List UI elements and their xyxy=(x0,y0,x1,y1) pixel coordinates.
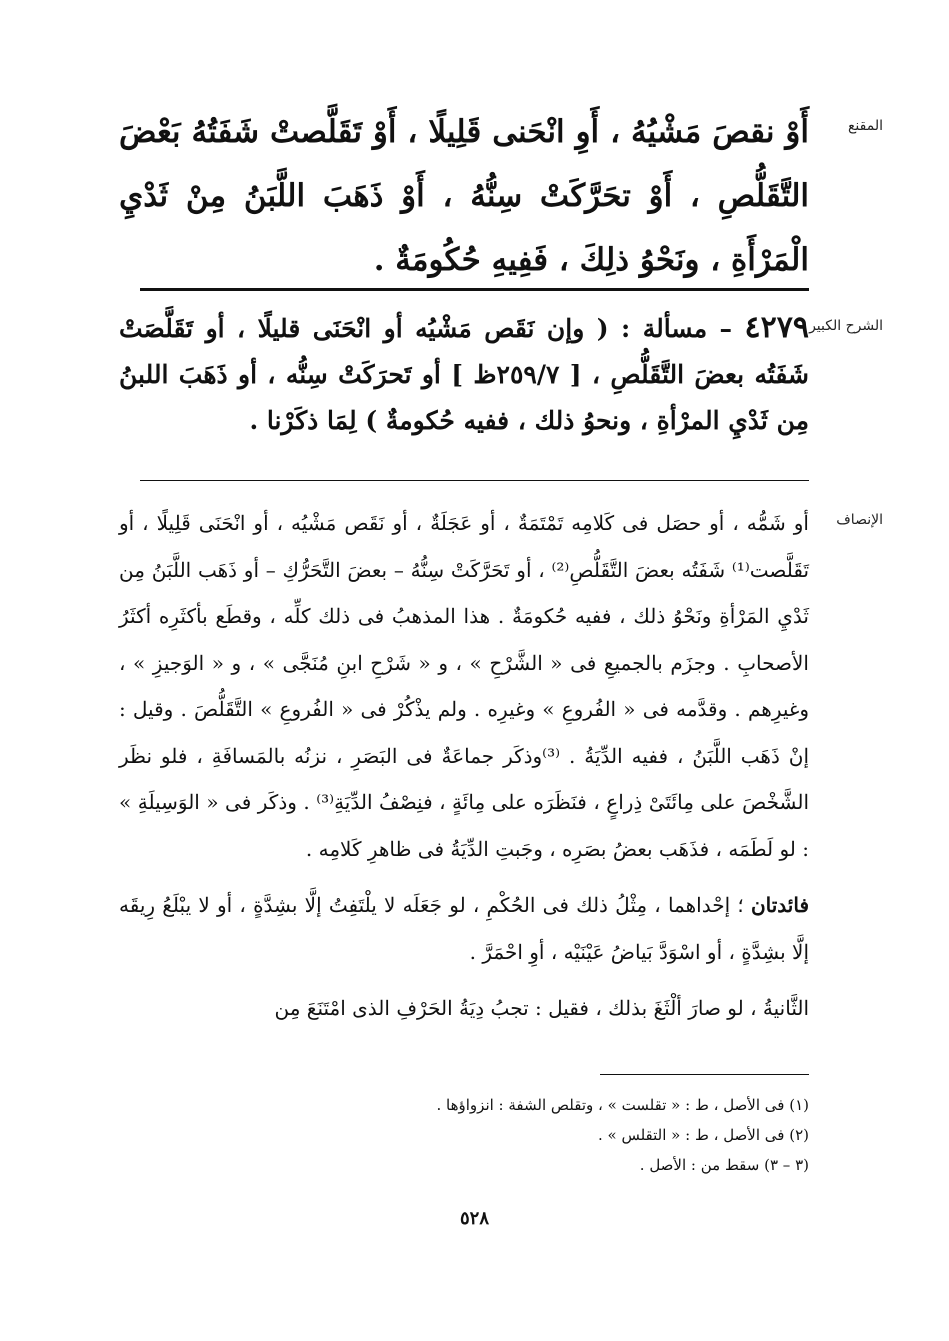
insaf-paragraph-2 xyxy=(119,882,809,975)
footnote-2: (٢) فى الأصل ، ط : « التقلس » . xyxy=(597,1126,809,1144)
insaf-paragraph-1: أو شَمُّه ، أو حصَل فى كَلامِه تَمْتَمَةٌ ، أو عَجَلَةٌ ، أو نَقَص مَشْيُه ، أو انْحَنَى قَلِيلًا ، أو تَقَلَّصت⁽¹⁾ شَفَتُه بعضَ التَّقَلُّصِ⁽²⁾ ، أو تَحَرَّكَتْ سِنُّهُ – بعضَ التَّحَرُّكِ – أو ذَهَب اللَّبَنُ مِن ثَدْيِ المَرْأةِ ونَحْوُ ذلك ، ففيه حُكومَةٌ . هذا المذهبُ فى ذلك كلِّه ، وقطَع بأكثَرِه أكثَرُ الأصحابِ . وجزَم بالجميعِ فى « الشَّرْحِ » ، و « شَرْحِ ابنِ مُنَجَّى » ، و « الوَجيزِ » ، وغيرِهم . وقدَّمه فى « الفُروعِ » وغيرِه . ولم يذْكُرْ فى « الفُروعِ » التَّقَلُّصَ . وقيل : إنْ ذَهَب اللَّبَنُ ، ففيه الدِّيَةُ . ⁽³⁾وذكَر جماعَةٌ فى البَصَرِ ، نزنُه بالمَسافَةِ ، فلو نظَر الشَّخْصَ على مِائَتَىْ ذِراعٍ ، فنَظَرَه على مِائَةٍ ، فنِصْفُ الدِّيَةِ⁽³⁾ . وذكَر فى « الوَسِيلَةِ » : لو لَطَمَه ، فذَهَب بعضُ بصَرِه ، وجَبتِ الدِّيَةُ فى ظاهرِ كَلامِه . xyxy=(119,511,810,861)
insaf-paragraph-3: الثَّانيةُ ، لو صارَ ألْثَغَ بذلك ، فقيل : تجبُ دِيَةُ الحَرْفِ الذى امْتَنَعَ مِن xyxy=(274,996,809,1020)
sharh-text xyxy=(119,305,809,444)
footnote-3: (٣ – ٣) سقط من : الأصل . xyxy=(639,1156,809,1174)
insaf-paragraph-2-body: ؛ إحْداهما ، مِثْلُ ذلك فى الحُكْمِ ، لو جَعَلَه لا يلْتَفِتُ إلَّا بشِدَّةٍ ، أو لا يبْلَعُ رِيقَه إلَّا بشِدَّةٍ ، أو اسْوَدَّ بَياضُ عَيْنَيْه ، أوِ احْمَرَّ . xyxy=(119,893,809,964)
muqni-text: أَوْ نقصَ مَشْيُهُ ، أَوِ انْحَنى قَلِيلًا ، أَوْ تَقَلَّصتْ شَفَتُهُ بَعْضَ التَّقَلُّصِ ، أَوْ تحَرَّكَتْ سِنُّهُ ، أَوْ ذَهَبَ اللَّبَنُ مِنْ ثَدْيِ الْمَرْأَةِ ، ونَحْوُ ذلِكَ ، فَفِيهِ حُكُومَةٌ . xyxy=(119,114,809,278)
section-label-muqni: المقنع xyxy=(847,118,883,134)
section-divider-1 xyxy=(140,288,809,291)
issue-number: ٤٢٧٩ xyxy=(744,310,809,345)
sharh-body: – مسألة : ( وإن نَقَص مَشْيُه أو انْحَنَى قليلًا ، أو تَقَلَّصَتْ شَفَتُه بعضَ التَّقَلُّصِ ، [ ٢٥٩/٧ظ ] أو تَحرَكَتْ سِنُّه ، أو ذَهَبَ اللبنُ مِن ثَدْيِ المرْأةِ ، ونحوُ ذلك ، ففيه حُكومةٌ ) لِمَا ذكَرْنا . xyxy=(119,314,809,435)
section-label-insaf: الإنصاف xyxy=(836,512,883,528)
section-label-sharh: الشرح الكبير xyxy=(809,318,883,334)
footnote-1: (١) فى الأصل ، ط : « تقلست » ، وتقلص الشفة : انزواؤها . xyxy=(436,1096,809,1114)
page-number: ٥٢٨ xyxy=(459,1208,489,1229)
section-divider-2 xyxy=(140,480,809,481)
insaf-paragraph-2-lead: فائدتان xyxy=(750,893,810,917)
insaf-text xyxy=(119,500,809,1032)
footnotes xyxy=(119,1090,809,1180)
footnote-divider xyxy=(600,1074,809,1075)
